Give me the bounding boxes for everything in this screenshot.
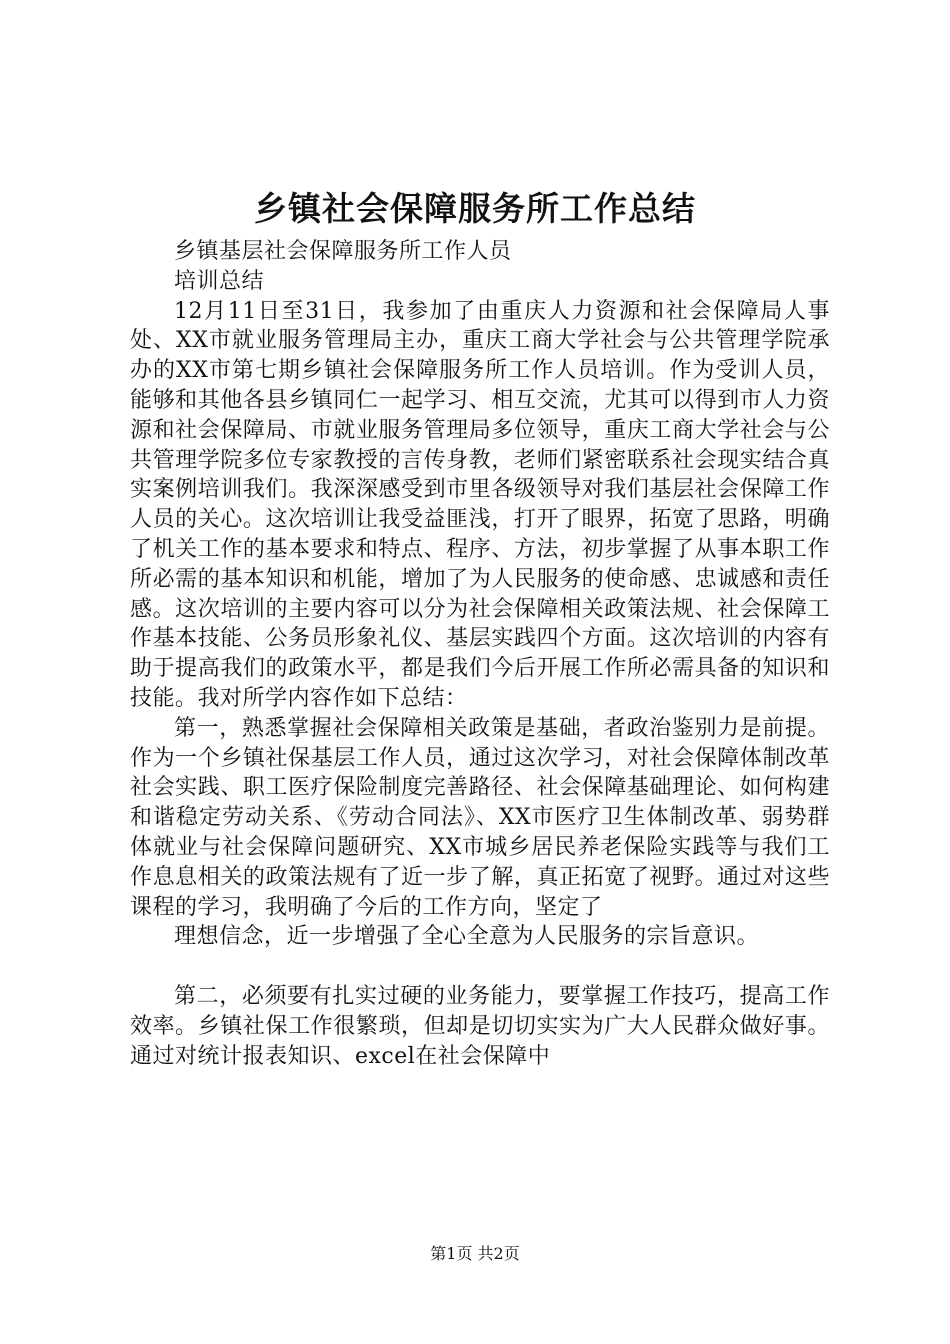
document-body bbox=[130, 237, 830, 1072]
document-title: 乡镇社会保障服务所工作总结 bbox=[254, 189, 696, 228]
paragraph-second-point: 第二，必须要有扎实过硬的业务能力，要掌握工作技巧，提高工作效率。乡镇社保工作很繁琐，但却是切切实实为广大人民群众做好事。通过对统计报表知识、excel在社会保障中 bbox=[130, 984, 830, 1069]
subtitle-line-2: 培训总结 bbox=[174, 268, 265, 294]
paragraph-first-point: 第一，熟悉掌握社会保障相关政策是基础，者政治鉴别力是前提。作为一个乡镇社保基层工作人员，通过这次学习，对社会保障体制改革社会实践、职工医疗保险制度完善路径、社会保障基础理论、如何构建和谐稳定劳动关系、《劳动合同法》、XX市医疗卫生体制改革、弱势群体就业与社会保障问题研究、XX市城乡居民养老保险实践等与我们工作息息相关的政策法规有了近一步了解，真正拓宽了视野。通过对这些课程的学习，我明确了今后的工作方向，坚定了 bbox=[130, 715, 830, 920]
paragraph-intro: 12月11日至31日，我参加了由重庆人力资源和社会保障局人事处、XX市就业服务管理局主办，重庆工商大学社会与公共管理学院承办的XX市第七期乡镇社会保障服务所工作人员培训。作为受训人员，能够和其他各县乡镇同仁一起学习、相互交流，尤其可以得到市人力资源和社会保障局、市就业服务管理局多位领导，重庆工商大学社会与公共管理学院多位专家教授的言传身教，老师们紧密联系社会现实结合真实案例培训我们。我深深感受到市里各级领导对我们基层社会保障工作人员的关心。这次培训让我受益匪浅，打开了眼界，拓宽了思路，明确了机关工作的基本要求和特点、程序、方法，初步掌握了从事本职工作所必需的基本知识和机能，增加了为人民服务的使命感、忠诚感和责任感。这次培训的主要内容可以分为社会保障相关政策法规、社会保障工作基本技能、公务员形象礼仪、基层实践四个方面。这次培训的内容有助于提高我们的政策水平，都是我们今后开展工作所必需具备的知识和技能。我对所学内容作如下总结： bbox=[130, 298, 830, 711]
page-number-footer: 第1页 共2页 bbox=[430, 1244, 520, 1263]
subtitle-line-1: 乡镇基层社会保障服务所工作人员 bbox=[174, 239, 512, 264]
paragraph-first-point-continued: 理想信念，近一步增强了全心全意为人民服务的宗旨意识。 bbox=[174, 924, 760, 950]
